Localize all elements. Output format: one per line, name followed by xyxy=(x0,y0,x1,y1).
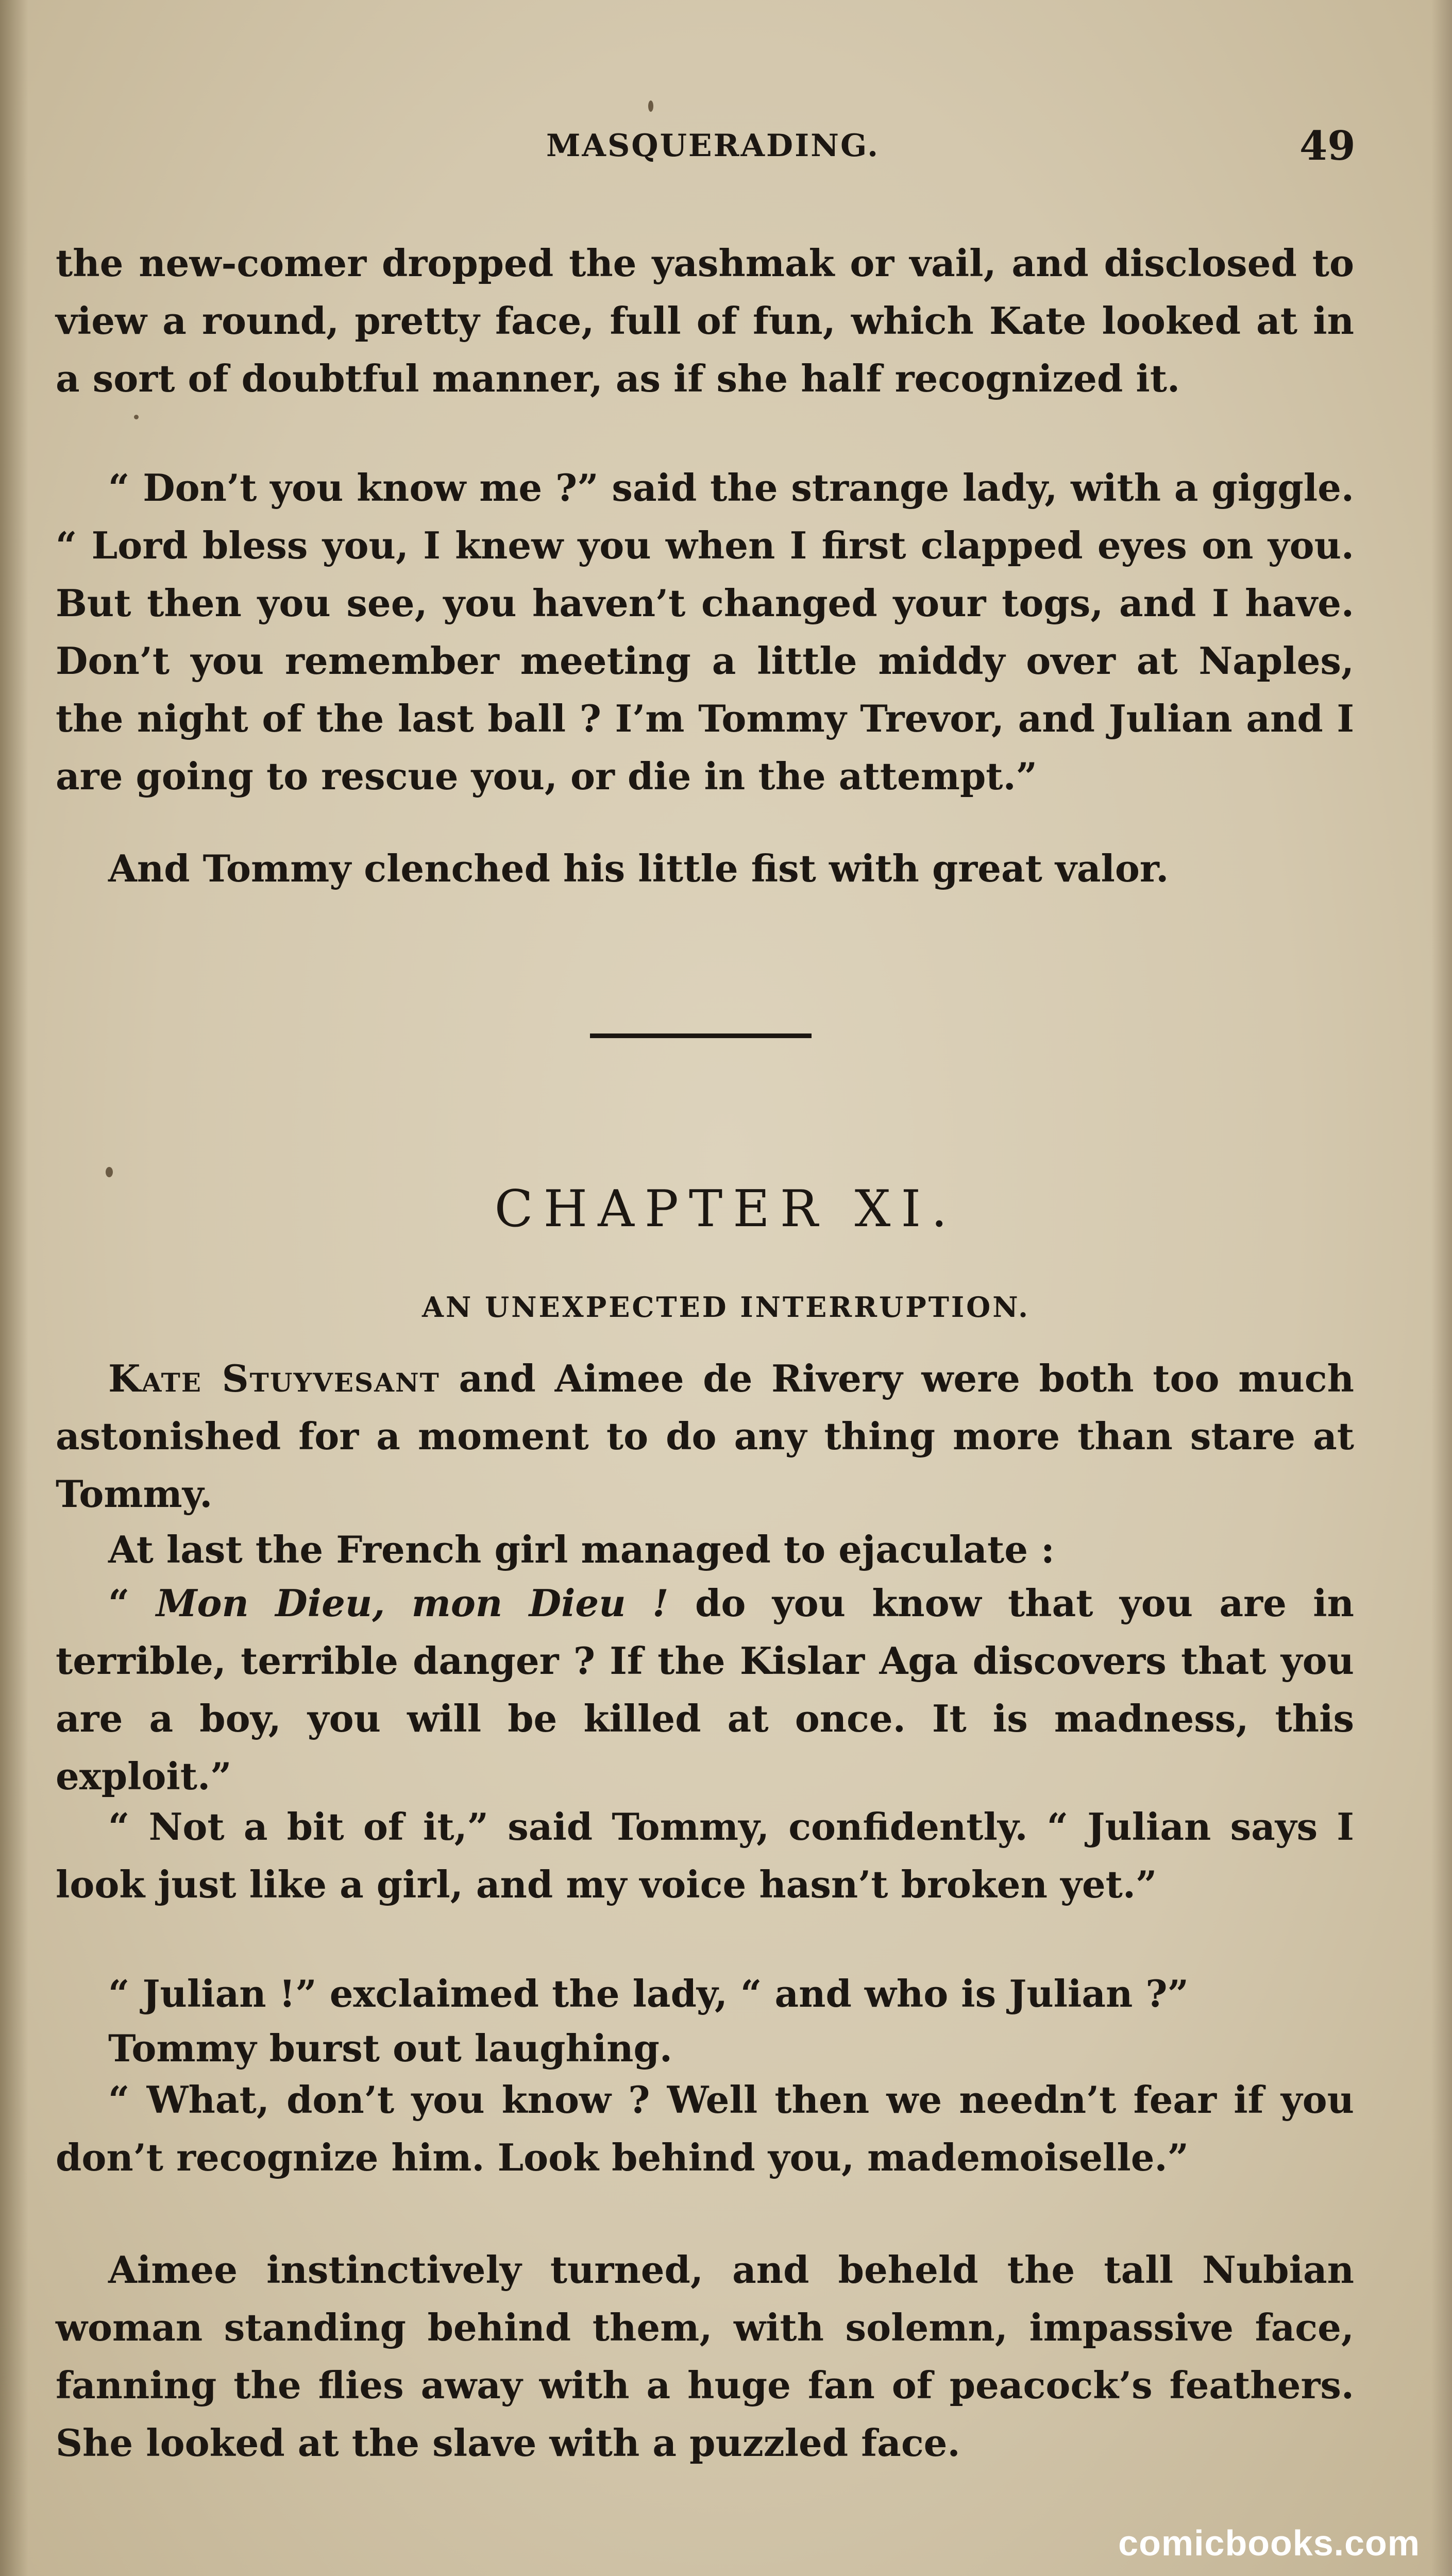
opening-name-smallcaps: Kate Stuyvesant xyxy=(108,1357,440,1400)
paragraph-aimee-turned: Aimee instinctively turned, and beheld the tall Nubian woman standing behind them, with solemn, impassive face, fanning the flies away with a huge fan of peacock’s feathers. She looked at the slave with a puzzled face. xyxy=(56,2248,1354,2465)
paper-speck xyxy=(648,100,653,112)
paragraph-julian-question: “ Julian !” exclaimed the lady, “ and who is Julian ?” xyxy=(108,1972,1189,2015)
paper-speck xyxy=(134,415,139,419)
running-head: MASQUERADING. xyxy=(546,128,880,164)
paper-speck xyxy=(106,1167,113,1177)
italic-exclamation: Mon Dieu, mon Dieu ! xyxy=(156,1581,669,1625)
mon-dieu-text: do you know that you are in terrible, terrible danger ? If the Kislar Aga discovers that you are a boy, you will be killed at once. It is madness, this exploit.” xyxy=(56,1581,1355,1798)
section-divider-rule xyxy=(590,1033,812,1038)
paragraph-mon-dieu xyxy=(56,1574,1354,1805)
quote-open: “ xyxy=(108,1581,156,1625)
page-edge-shadow-right xyxy=(1431,0,1452,2576)
paragraph-chapter-opening xyxy=(56,1350,1354,1523)
chapter-title: CHAPTER XI. xyxy=(494,1180,958,1239)
opening-text: and Aimee de Rivery were both too much astonished for a moment to do any thing more than stare at Tommy. xyxy=(56,1357,1354,1516)
page-edge-shadow-left xyxy=(0,0,28,2576)
paragraph-tommy-valor: And Tommy clenched his little fist with great valor. xyxy=(108,846,1169,890)
page-number: 49 xyxy=(1299,123,1356,170)
paragraph-not-a-bit: “ Not a bit of it,” said Tommy, confidently. “ Julian says I look just like a girl, and my voice hasn’t broken yet.” xyxy=(56,1805,1354,1906)
paragraph-french-girl: At last the French girl managed to ejaculate : xyxy=(108,1528,1055,1571)
watermark-logo: comicbooks.com xyxy=(1118,2523,1420,2563)
paragraph-what-dont-you-know: “ What, don’t you know ? Well then we needn’t fear if you don’t recognize him. Look behind you, mademoiselle.” xyxy=(56,2078,1354,2179)
paragraph-continued: the new-comer dropped the yashmak or vail, and disclosed to view a round, pretty face, full of fun, which Kate looked at in a sort of doubtful manner, as if she half recognized it. xyxy=(56,241,1354,400)
chapter-subtitle: AN UNEXPECTED INTERRUPTION. xyxy=(422,1291,1030,1324)
paragraph-tommy-reveal: “ Don’t you know me ?” said the strange lady, with a giggle. “ Lord bless you, I knew you when I first clapped eyes on you. But then you see, you haven’t changed your togs, and I have. Don’t you remember meeting a little middy over at Naples, the night of the last ball ? I’m Tommy Trevor, and Julian and I are going to rescue you, or die in the attempt.” xyxy=(56,466,1354,798)
paragraph-tommy-laughing: Tommy burst out laughing. xyxy=(108,2026,672,2070)
